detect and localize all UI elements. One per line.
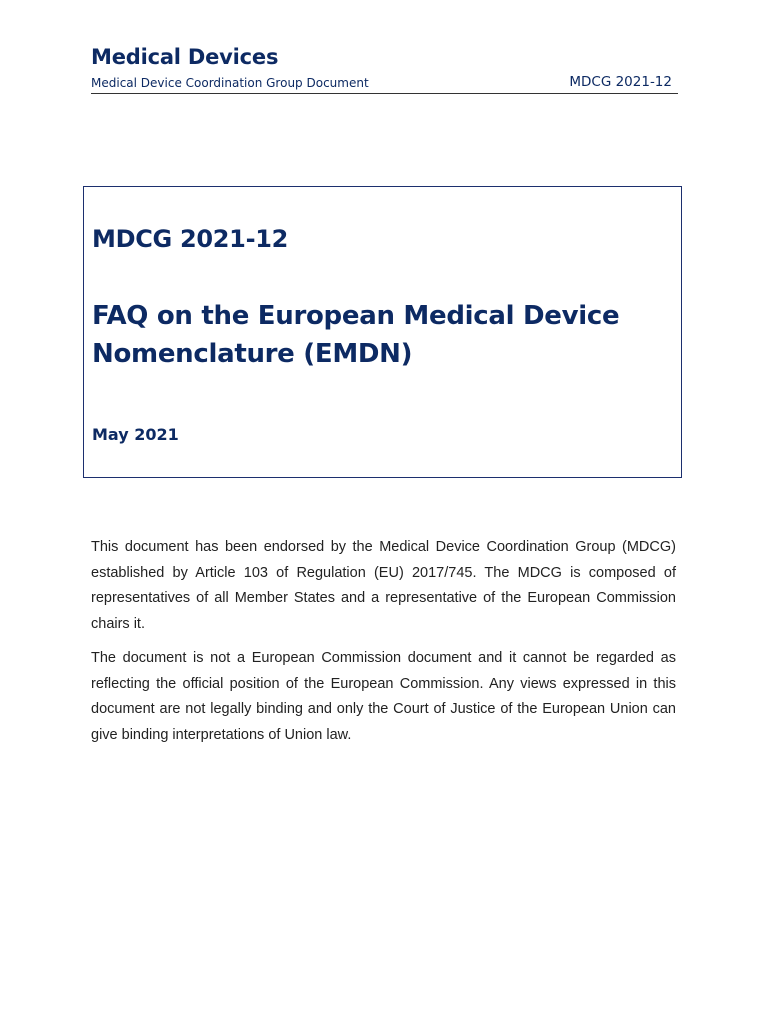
header-document-code: MDCG 2021-12 — [569, 74, 672, 90]
document-code: MDCG 2021-12 — [92, 225, 289, 253]
body-text — [91, 535, 676, 757]
document-date: May 2021 — [92, 425, 179, 444]
header-rule — [91, 74, 678, 94]
paragraph-endorsement: This document has been endorsed by the Medical Device Coordination Group (MDCG) established by Article 103 of Regulation (EU) 2017/745. The MDCG is composed of representatives of all Member States and a representative of the European Commission chairs it. — [91, 539, 676, 632]
header-title: Medical Devices — [91, 45, 279, 69]
document-title: FAQ on the European Medical Device Nomenclature (EMDN) — [92, 301, 620, 369]
header-subtitle: Medical Device Coordination Group Document — [91, 76, 369, 90]
page-header — [91, 42, 678, 94]
title-box — [83, 186, 682, 478]
paragraph-disclaimer: The document is not a European Commission document and it cannot be regarded as reflecting the official position of the European Commission. Any views expressed in this document are not legally binding and only the Court of Justice of the European Union can give binding interpretations of Union law. — [91, 650, 676, 743]
